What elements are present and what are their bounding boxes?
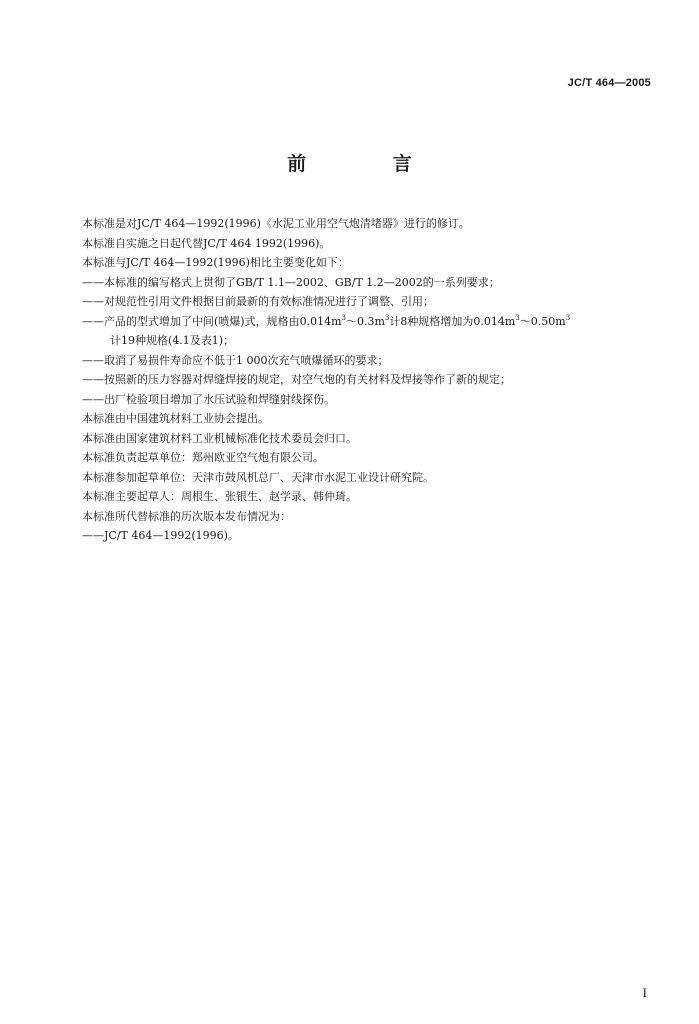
superscript: 3 [565, 313, 571, 322]
superscript: 3 [341, 313, 346, 322]
paragraph: 本标准与JC/T 464—1992(1996)相比主要变化如下： [82, 256, 349, 269]
paragraph: 本标准负责起草单位：郑州欧亚空气炮有限公司。 [82, 451, 324, 464]
list-item: ——取消了易损件寿命应不低于1 000次充气喷爆循环的要求； [82, 353, 389, 367]
paragraph: 本标准由中国建筑材料工业协会提出。 [82, 412, 269, 425]
page-title: 前 言 [287, 153, 452, 175]
list-item: ——对规范性引用文件根据目前最新的有效标准情况进行了调整、引用； [82, 295, 434, 308]
body-text [82, 214, 662, 546]
paragraph: 本标准主要起草人：周根生、张银生、赵学录、韩仲琦。 [82, 490, 357, 503]
paragraph: 本标准是对JC/T 464—1992(1996)《水泥工业用空气炮清堵器》进行的修订。 [82, 217, 470, 230]
list-item: ——本标准的编写格式上贯彻了GB/T 1.1—2002、GB/T 1.2—2002的一系列要求； [82, 275, 500, 289]
text-run: 计8种规格增加为0.014m [389, 314, 516, 328]
text-run: ～0.3m [345, 314, 385, 328]
text-run: ～0.50m [519, 314, 566, 328]
list-item-continuation: 计19种规格(4.1及表1)； [110, 334, 235, 347]
page-number: I [642, 985, 647, 1000]
text-run: ——产品的型式增加了中间(喷爆)式，规格由0.014m [82, 314, 342, 328]
document-code: JC/T 464—2005 [567, 77, 651, 89]
paragraph: 本标准参加起草单位：天津市鼓风机总厂、天津市水泥工业设计研究院。 [82, 470, 434, 484]
list-item [82, 312, 662, 332]
list-item: ——出厂检验项目增加了水压试验和焊缝射线探伤。 [82, 392, 335, 406]
superscript: 3 [384, 313, 390, 322]
list-item: ——JC/T 464—1992(1996)。 [82, 529, 239, 542]
paragraph: 本标准自实施之日起代替JC/T 464 1992(1996)。 [82, 236, 331, 250]
paragraph: 本标准所代替标准的历次版本发布情况为： [82, 509, 291, 523]
superscript: 3 [515, 313, 520, 322]
paragraph: 本标准由国家建筑材料工业机械标准化技术委员会归口。 [82, 431, 357, 445]
list-item: ——按照新的压力容器对焊缝焊接的规定，对空气炮的有关材料及焊接等作了新的规定； [82, 373, 511, 386]
